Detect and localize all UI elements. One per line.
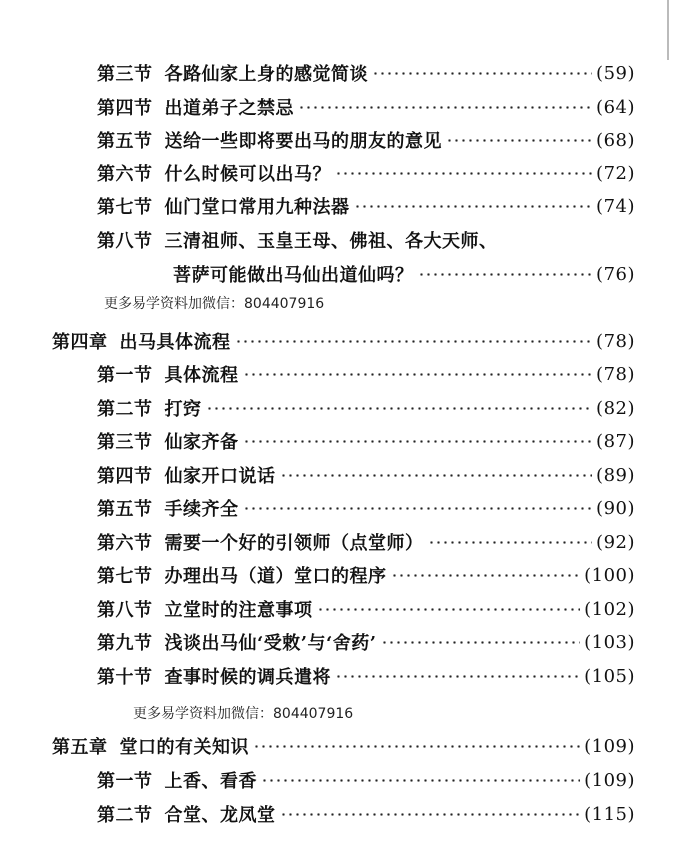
dot-leader — [206, 407, 593, 410]
toc-entry — [97, 156, 635, 190]
section-number: 第四节 — [97, 466, 153, 487]
dot-leader — [243, 440, 593, 443]
section-title: 需要一个好的引领师（点堂师） — [164, 533, 424, 554]
page-number: (102) — [584, 598, 635, 620]
section-title: 具体流程 — [164, 365, 239, 386]
section-number: 第九节 — [97, 633, 153, 654]
section-number: 第六节 — [97, 164, 153, 185]
page-number: (92) — [596, 531, 635, 553]
section-title: 打窍 — [164, 399, 202, 420]
toc-entry — [97, 90, 635, 124]
dot-leader — [243, 507, 593, 510]
toc-entry — [97, 659, 635, 693]
section-number: 第二节 — [97, 399, 153, 420]
toc-entry — [97, 625, 635, 659]
section-title: 合堂、龙凤堂 — [164, 805, 276, 826]
dot-leader — [391, 574, 581, 577]
section-title-line1: 三清祖师、玉皇王母、佛祖、各大天师、 — [164, 231, 498, 252]
section-number: 第四节 — [97, 98, 153, 119]
dot-leader — [428, 541, 593, 544]
page-number: (64) — [596, 96, 635, 118]
page-number: (90) — [596, 497, 635, 519]
section-title: 各路仙家上身的感觉简谈 — [164, 64, 368, 85]
toc-entry — [97, 525, 635, 559]
dot-leader — [418, 273, 593, 276]
section-number: 第八节 — [97, 231, 153, 252]
toc-entry — [97, 357, 635, 391]
section-title: 查事时候的调兵遣将 — [164, 667, 331, 688]
dot-leader — [381, 641, 581, 644]
dot-leader — [354, 205, 593, 208]
dot-leader — [253, 745, 580, 748]
page-number: (100) — [584, 564, 635, 586]
section-number: 第三节 — [97, 64, 153, 85]
page-number: (82) — [596, 397, 635, 419]
section-title: 上香、看香 — [164, 771, 257, 792]
page-number: (87) — [596, 430, 635, 452]
dot-leader — [280, 474, 593, 477]
section-title-line2: 菩萨可能做出马仙出道仙吗？ — [173, 265, 414, 286]
section-title: 什么时候可以出马？ — [164, 164, 331, 185]
chapter-title: 出马具体流程 — [119, 332, 231, 353]
dot-leader — [280, 813, 581, 816]
toc-entry — [97, 491, 635, 525]
dot-leader — [243, 373, 593, 376]
toc-entry-multiline — [97, 223, 635, 257]
toc-entry — [97, 424, 635, 458]
chapter-number: 第四章 — [52, 332, 108, 353]
toc-entry — [97, 123, 635, 157]
section-number: 第五节 — [97, 499, 153, 520]
section-number: 第十节 — [97, 667, 153, 688]
section-title: 送给一些即将要出马的朋友的意见 — [164, 131, 442, 152]
page-number: (76) — [596, 263, 635, 285]
section-title: 办理出马（道）堂口的程序 — [164, 566, 387, 587]
section-number: 第三节 — [97, 432, 153, 453]
page-number: (115) — [584, 803, 635, 825]
section-number: 第六节 — [97, 533, 153, 554]
chapter-title: 堂口的有关知识 — [119, 737, 249, 758]
page-number: (78) — [596, 363, 635, 385]
toc-entry — [97, 391, 635, 425]
toc-entry — [97, 763, 635, 797]
watermark-text: 更多易学资料加微信：804407916 — [133, 706, 354, 722]
chapter-entry — [52, 324, 635, 358]
chapter-entry — [52, 729, 635, 763]
toc-entry-continuation — [173, 257, 635, 291]
page-number: (109) — [584, 769, 635, 791]
page-number: (74) — [596, 195, 635, 217]
dot-leader — [335, 675, 580, 678]
chapter-number: 第五章 — [52, 737, 108, 758]
dot-leader — [372, 72, 592, 75]
section-number: 第二节 — [97, 805, 153, 826]
section-title: 浅谈出马仙‘受敕’与‘舍药’ — [164, 633, 377, 654]
section-number: 第一节 — [97, 365, 153, 386]
page-number: (105) — [584, 665, 635, 687]
page-number: (89) — [596, 464, 635, 486]
section-title: 手续齐全 — [164, 499, 239, 520]
page-number: (72) — [596, 162, 635, 184]
dot-leader — [335, 172, 592, 175]
toc-entry — [97, 558, 635, 592]
scan-edge — [667, 0, 669, 60]
toc-entry — [97, 797, 635, 831]
page-number: (59) — [596, 62, 635, 84]
watermark-text: 更多易学资料加微信：804407916 — [104, 296, 325, 312]
page-number: (109) — [584, 735, 635, 757]
dot-leader — [298, 106, 592, 109]
dot-leader — [235, 340, 593, 343]
section-title: 出道弟子之禁忌 — [164, 98, 294, 119]
toc-entry — [97, 56, 635, 90]
toc-entry — [97, 458, 635, 492]
page-number: (68) — [596, 129, 635, 151]
section-number: 第七节 — [97, 566, 153, 587]
page-number: (103) — [584, 631, 635, 653]
section-title: 立堂时的注意事项 — [164, 600, 313, 621]
section-title: 仙门堂口常用九种法器 — [164, 197, 350, 218]
page-number: (78) — [596, 330, 635, 352]
section-number: 第五节 — [97, 131, 153, 152]
dot-leader — [446, 139, 592, 142]
section-number: 第一节 — [97, 771, 153, 792]
dot-leader — [317, 608, 581, 611]
dot-leader — [261, 779, 580, 782]
section-number: 第八节 — [97, 600, 153, 621]
toc-entry — [97, 189, 635, 223]
section-title: 仙家开口说话 — [164, 466, 276, 487]
section-number: 第七节 — [97, 197, 153, 218]
toc-entry — [97, 592, 635, 626]
section-title: 仙家齐备 — [164, 432, 239, 453]
